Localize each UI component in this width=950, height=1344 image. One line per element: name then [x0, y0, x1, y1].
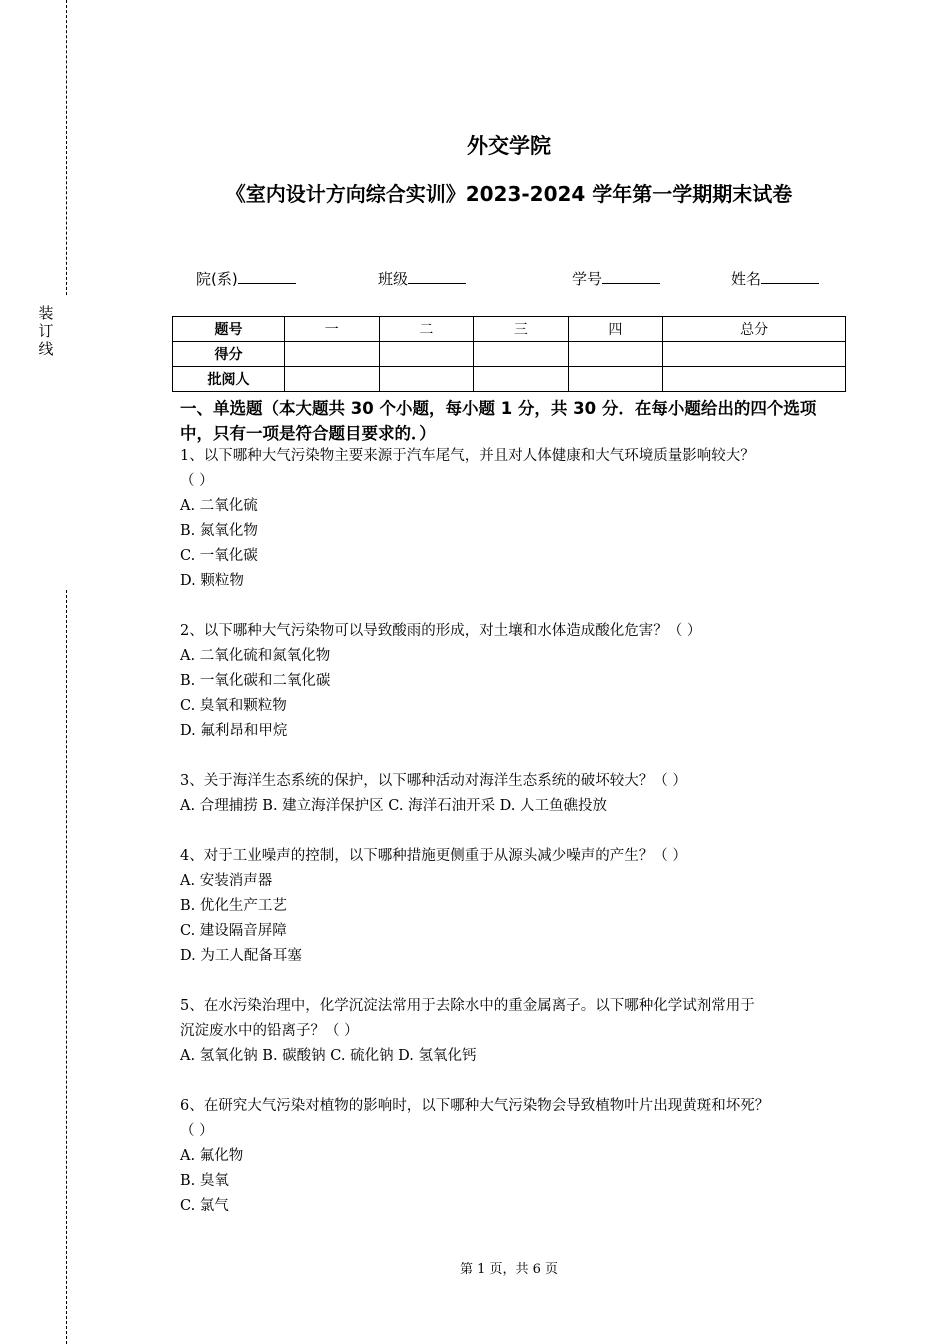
school-name: 外交学院	[467, 134, 551, 158]
question-6	[180, 1094, 850, 1219]
answer-option: C. 氯气	[180, 1198, 229, 1214]
answer-option: A. 二氧化硫	[180, 498, 258, 514]
info-label: 院(系)	[196, 270, 238, 288]
score-cell	[568, 342, 663, 367]
score-cell	[285, 342, 380, 367]
score-col-header: 四	[568, 317, 663, 342]
score-col-header: 一	[285, 317, 380, 342]
question-2	[180, 619, 850, 744]
question-stem-line: 3、关于海洋生态系统的保护，以下哪种活动对海洋生态系统的破坏较大？（ ）	[180, 773, 687, 789]
answer-option: B. 优化生产工艺	[180, 898, 287, 914]
score-cell	[474, 367, 569, 392]
answer-option: C. 臭氧和颗粒物	[180, 698, 287, 714]
score-cell	[663, 367, 846, 392]
score-col-header: 题号	[173, 317, 285, 342]
answer-option: D. 颗粒物	[180, 573, 244, 589]
answer-option: A. 氟化物	[180, 1148, 244, 1164]
score-cell	[663, 342, 846, 367]
question-stem-line: （ ）	[180, 1123, 214, 1139]
binding-line-bottom	[66, 590, 67, 1344]
binding-label	[37, 304, 55, 358]
score-table	[172, 316, 846, 392]
score-col-header: 总分	[663, 317, 846, 342]
fill-blank[interactable]	[408, 269, 466, 284]
question-stem-line: 6、在研究大气污染对植物的影响时，以下哪种大气污染物会导致植物叶片出现黄斑和坏死？	[180, 1098, 770, 1114]
score-col-header: 二	[379, 317, 474, 342]
question-4	[180, 844, 850, 969]
answer-option: C. 建设隔音屏障	[180, 923, 287, 939]
question-stem-line: 沉淀废水中的铅离子？（ ）	[180, 1023, 359, 1039]
score-cell	[285, 367, 380, 392]
section-heading: 一、单选题（本大题共 30 个小题，每小题 1 分，共 30 分．在每小题给出的四个选项中，只有一项是符合题目要求的．）	[180, 399, 817, 443]
answer-option: C. 一氧化碳	[180, 548, 258, 564]
score-table-header-row	[173, 317, 846, 342]
fill-blank[interactable]	[761, 269, 819, 284]
info-label: 姓名	[731, 270, 762, 288]
question-stem-line: 5、在水污染治理中，化学沉淀法常用于去除水中的重金属离子。以下哪种化学试剂常用于	[180, 998, 755, 1014]
score-row-header: 得分	[173, 342, 285, 367]
question-stem-line: 2、以下哪种大气污染物可以导致酸雨的形成，对土壤和水体造成酸化危害？（ ）	[180, 623, 702, 639]
answer-option: A. 安装消声器	[180, 873, 273, 889]
answer-option: B. 一氧化碳和二氧化碳	[180, 673, 331, 689]
score-table-row	[173, 367, 846, 392]
info-field-department	[196, 268, 296, 289]
question-5	[180, 994, 850, 1069]
question-list	[180, 444, 850, 1244]
fill-blank[interactable]	[238, 269, 296, 284]
info-label: 班级	[378, 270, 409, 288]
score-cell	[379, 367, 474, 392]
score-col-header: 三	[474, 317, 569, 342]
score-cell	[379, 342, 474, 367]
question-stem-line: 4、对于工业噪声的控制，以下哪种措施更侧重于从源头减少噪声的产生？（ ）	[180, 848, 687, 864]
score-cell	[474, 342, 569, 367]
binding-char: 线	[38, 340, 54, 358]
question-stem-line: （ ）	[180, 473, 214, 489]
fill-blank[interactable]	[602, 269, 660, 284]
info-field-class	[378, 268, 466, 289]
score-cell	[568, 367, 663, 392]
info-field-student-id	[572, 268, 660, 289]
exam-title: 《室内设计方向综合实训》2023-2024 学年第一学期期末试卷	[225, 182, 793, 206]
score-table-row	[173, 342, 846, 367]
answer-option: D. 氟利昂和甲烷	[180, 723, 288, 739]
answer-option: B. 臭氧	[180, 1173, 229, 1189]
answer-options-inline: A. 合理捕捞 B. 建立海洋保护区 C. 海洋石油开采 D. 人工鱼礁投放	[180, 798, 608, 814]
binding-char: 订	[38, 322, 54, 340]
question-stem-line: 1、以下哪种大气污染物主要来源于汽车尾气，并且对人体健康和大气环境质量影响较大？	[180, 448, 755, 464]
answer-option: D. 为工人配备耳塞	[180, 948, 302, 964]
info-label: 学号	[572, 270, 603, 288]
answer-option: B. 氮氧化物	[180, 523, 258, 539]
answer-options-inline: A. 氢氧化钠 B. 碳酸钠 C. 硫化钠 D. 氢氧化钙	[180, 1048, 477, 1064]
binding-char: 装	[38, 304, 54, 322]
score-row-header: 批阅人	[173, 367, 285, 392]
page-number: 第 1 页，共 6 页	[459, 1262, 559, 1277]
question-3	[180, 769, 850, 819]
answer-option: A. 二氧化硫和氮氧化物	[180, 648, 331, 664]
info-field-name	[731, 268, 819, 289]
question-1	[180, 444, 850, 594]
